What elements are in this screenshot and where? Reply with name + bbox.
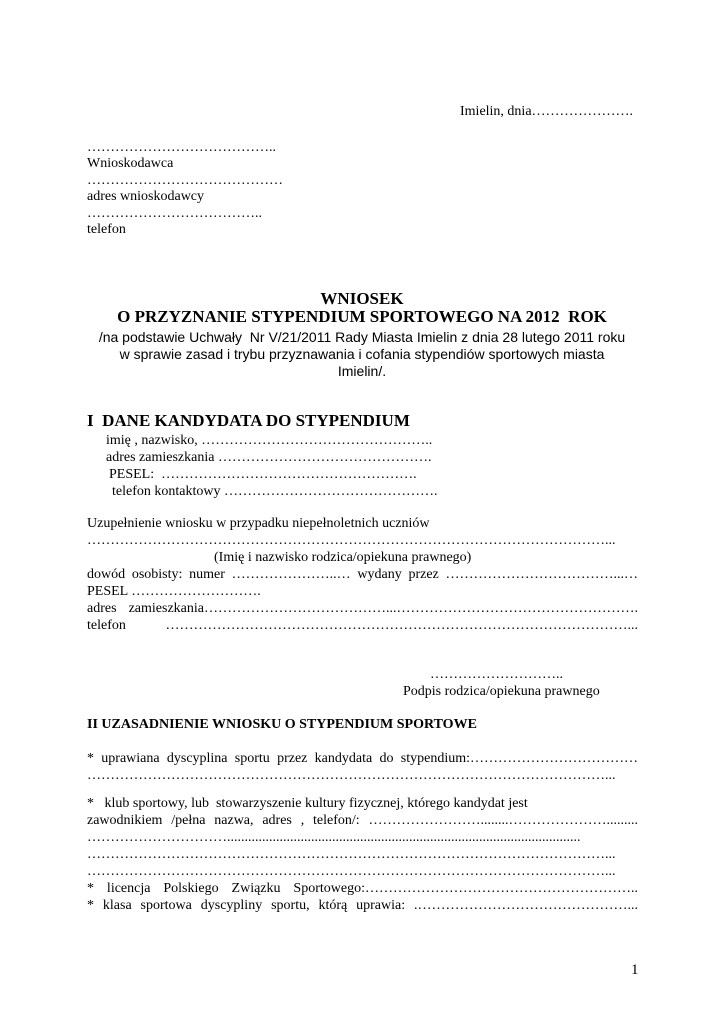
applicant-phone-label: telefon (87, 222, 126, 237)
applicant-address-dots: …………………………………… (87, 173, 283, 188)
page-number: 1 (631, 962, 639, 978)
club-line-2: zawodnikiem /pełna nazwa, adres , telefon/: ……………………........…………………......... (87, 813, 638, 828)
parent-name-caption: (Imię i nazwisko rodzica/opiekuna prawnego) (214, 550, 472, 565)
parent-name-dots: …………………………………………………………………………………………………... (87, 533, 616, 548)
legal-basis-line-2: w sprawie zasad i trybu przyznawania i cofania stypendiów sportowych miasta (119, 346, 605, 362)
club-dots-line-2: …………………………………………………………………………………………………... (87, 847, 616, 862)
applicant-address-label: adres wnioskodawcy (87, 189, 205, 204)
applicant-name-dots: ………………………………….. (87, 140, 276, 155)
parent-phone-field: telefon ………………………………………………………………………………………... (87, 618, 638, 633)
signature-caption: Podpis rodzica/opiekuna prawnego (403, 684, 600, 699)
applicant-label: Wnioskodawca (87, 156, 174, 171)
discipline-dots: …………………………………………………………………………………………………... (87, 768, 616, 783)
discipline-field: * uprawiana dyscyplina sportu przez kandydata do stypendium:……………………………… (87, 751, 638, 766)
license-field: * licencja Polskiego Związku Sportowego:………………………………………………….. (87, 881, 638, 896)
candidate-address-field: adres zamieszkania ………………………………………. (106, 450, 432, 465)
legal-basis-line-3: Imielin/. (337, 363, 387, 379)
applicant-phone-dots: ……………………………….. (87, 206, 262, 221)
parent-address-field: adres zamieszkania…………………………………...……………………………………………. (87, 601, 638, 616)
candidate-pesel-field: PESEL: ………………………………………………. (109, 467, 417, 482)
parent-pesel-field: PESEL ………………………. (87, 584, 261, 599)
candidate-name-field: imię , nazwisko, ………………………………………….. (106, 433, 433, 448)
document-subtitle: O PRZYZNANIE STYPENDIUM SPORTOWEGO NA 2012 ROK (117, 307, 607, 326)
signature-dots: ……………………….. (430, 667, 563, 682)
club-dots-line-3: …………………………………………………………………………………………………... (87, 864, 616, 879)
section-2-heading: II UZASADNIENIE WNIOSKU O STYPENDIUM SPORTOWE (87, 717, 477, 732)
section-1-heading: I DANE KANDYDATA DO STYPENDIUM (87, 411, 410, 430)
club-line-1: * klub sportowy, lub stowarzyszenie kultury fizycznej, którego kandydat jest (87, 796, 528, 811)
parent-id-card-field: dowód osobisty: numer …………………..… wydany przez ………………………………...… (87, 567, 638, 582)
legal-basis-line-1: /na podstawie Uchwały Nr V/21/2011 Rady Miasta Imielin z dnia 28 lutego 2011 roku (98, 329, 626, 345)
document-title: WNIOSEK (320, 289, 404, 308)
minors-intro: Uzupełnienie wniosku w przypadku niepełnoletnich uczniów (87, 516, 430, 531)
candidate-phone-field: telefon kontaktowy ………………………………………. (112, 484, 438, 499)
sport-class-field: * klasa sportowa dyscypliny sportu, którą uprawia: .………………………………………... (87, 898, 638, 913)
club-dots-line-1: …………………………..................................................................................................... (87, 830, 581, 845)
place-date-field: Imielin, dnia…………………. (460, 104, 634, 119)
